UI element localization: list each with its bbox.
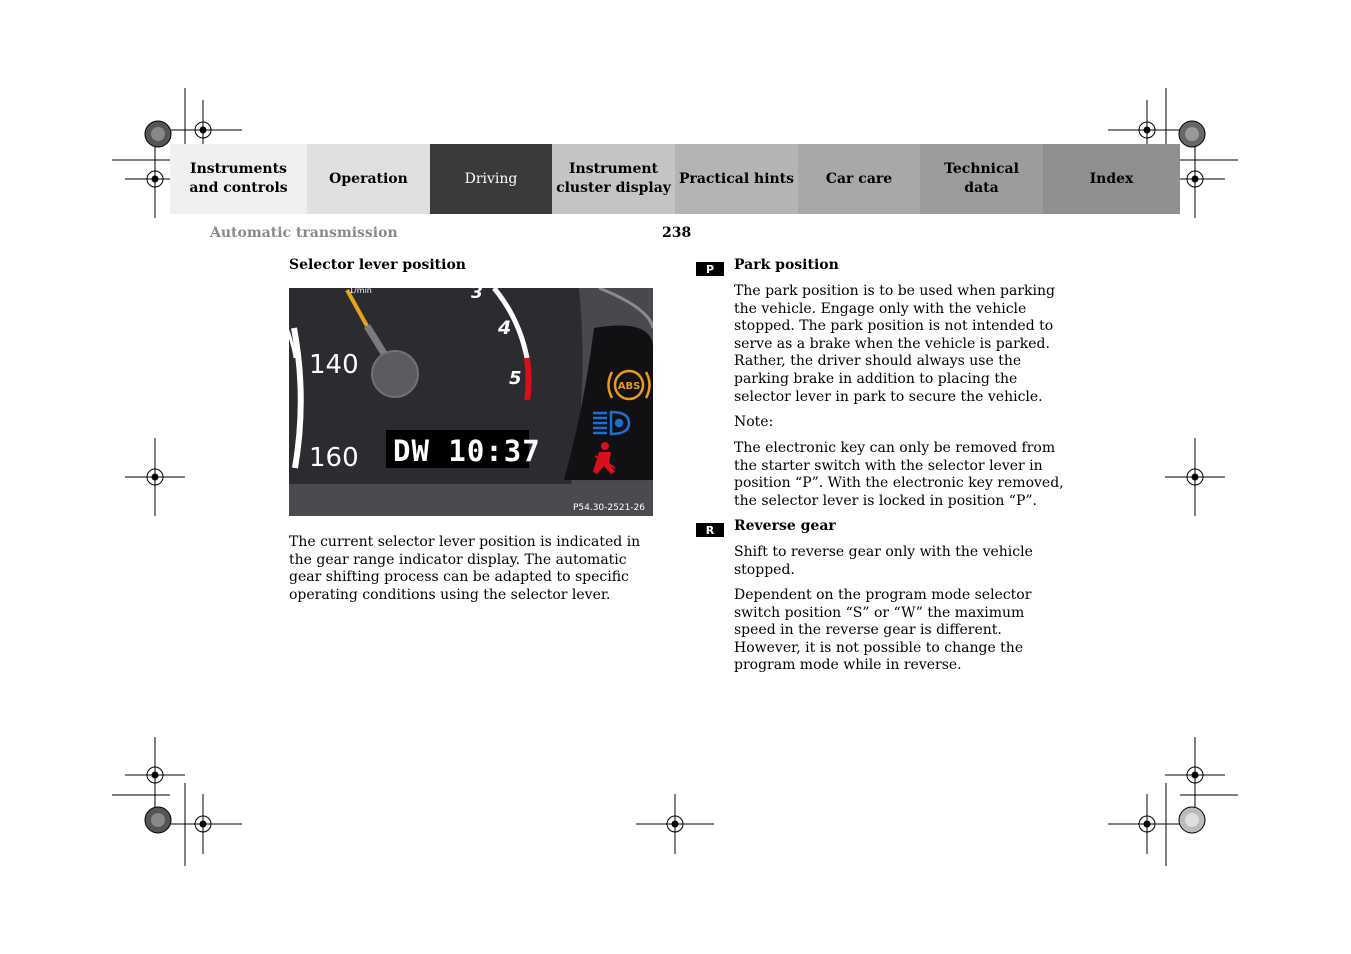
selector-lever-heading: Selector lever position <box>289 257 466 273</box>
tab-technical-data[interactable] <box>920 144 1043 214</box>
park-note-label: Note: <box>734 414 774 430</box>
tab-operation[interactable] <box>307 144 430 214</box>
speed-140-label: 140 <box>309 350 359 380</box>
instrument-cluster-illustration <box>289 288 653 516</box>
park-heading: Park position <box>734 257 839 273</box>
tab-label: Practical hints <box>678 170 795 187</box>
display-text: DW 10:37 <box>393 434 541 468</box>
rpm-5-label: 5 <box>509 368 522 389</box>
reverse-badge: R <box>696 523 724 537</box>
park-paragraph-2: The electronic key can only be removed from the starter switch with the selector lever in position “P”. With the electronic key removed, the selector lever is locked in position “P”. <box>734 440 1064 509</box>
page-number: 238 <box>662 225 692 241</box>
rpm-3-label: 3 <box>471 288 483 303</box>
chapter-tabs <box>170 144 1180 214</box>
tab-label: Driving <box>464 170 518 187</box>
needle-hub <box>372 351 418 397</box>
tab-label: Operation <box>329 170 408 187</box>
reverse-paragraph-1: Shift to reverse gear only with the vehicle stopped. <box>734 544 1033 578</box>
park-badge: P <box>696 262 724 276</box>
rpm-unit-label: 1/min <box>349 288 372 295</box>
tab-index[interactable] <box>1043 144 1180 214</box>
tab-label: Instruments and controls <box>189 161 288 196</box>
redline-arc <box>527 358 529 400</box>
section-title: Automatic transmission <box>210 225 398 241</box>
tab-practical-hints[interactable] <box>675 144 798 214</box>
tab-driving[interactable] <box>430 144 552 214</box>
selector-lever-body: The current selector lever position is indicated in the gear range indicator display. The automatic gear shifting process can be adapted to specific operating conditions using the selector lever. <box>289 534 641 603</box>
tab-label: Instrument cluster display <box>556 161 671 196</box>
rpm-4-label: 4 <box>498 317 512 339</box>
park-paragraph-1: The park position is to be used when parking the vehicle. Engage only with the vehicle stopped. The park position is not intended to serve as a brake when the vehicle is parked. Rather, the driver should always use the parking brake in addition to placing the selector lever in park to secure the vehicle. <box>734 283 1055 405</box>
figure-id: P54.30-2521-26 <box>572 503 645 513</box>
speed-160-label: 160 <box>309 443 359 473</box>
instrument-cluster-figure <box>289 288 653 516</box>
reverse-paragraph-2: Dependent on the program mode selector switch position “S” or “W” the maximum speed in the reverse gear is different. However, it is not possible to change the program mode while in reverse. <box>734 587 1032 674</box>
tab-instruments-and-controls[interactable] <box>170 144 307 214</box>
tab-label: Car care <box>825 170 893 187</box>
tab-label: Index <box>1089 170 1134 187</box>
abs-label: ABS <box>617 381 641 392</box>
tab-label: Technical data <box>944 161 1019 196</box>
tab-instrument-cluster-display[interactable] <box>552 144 675 214</box>
reverse-heading: Reverse gear <box>734 518 836 534</box>
tab-car-care[interactable] <box>798 144 920 214</box>
